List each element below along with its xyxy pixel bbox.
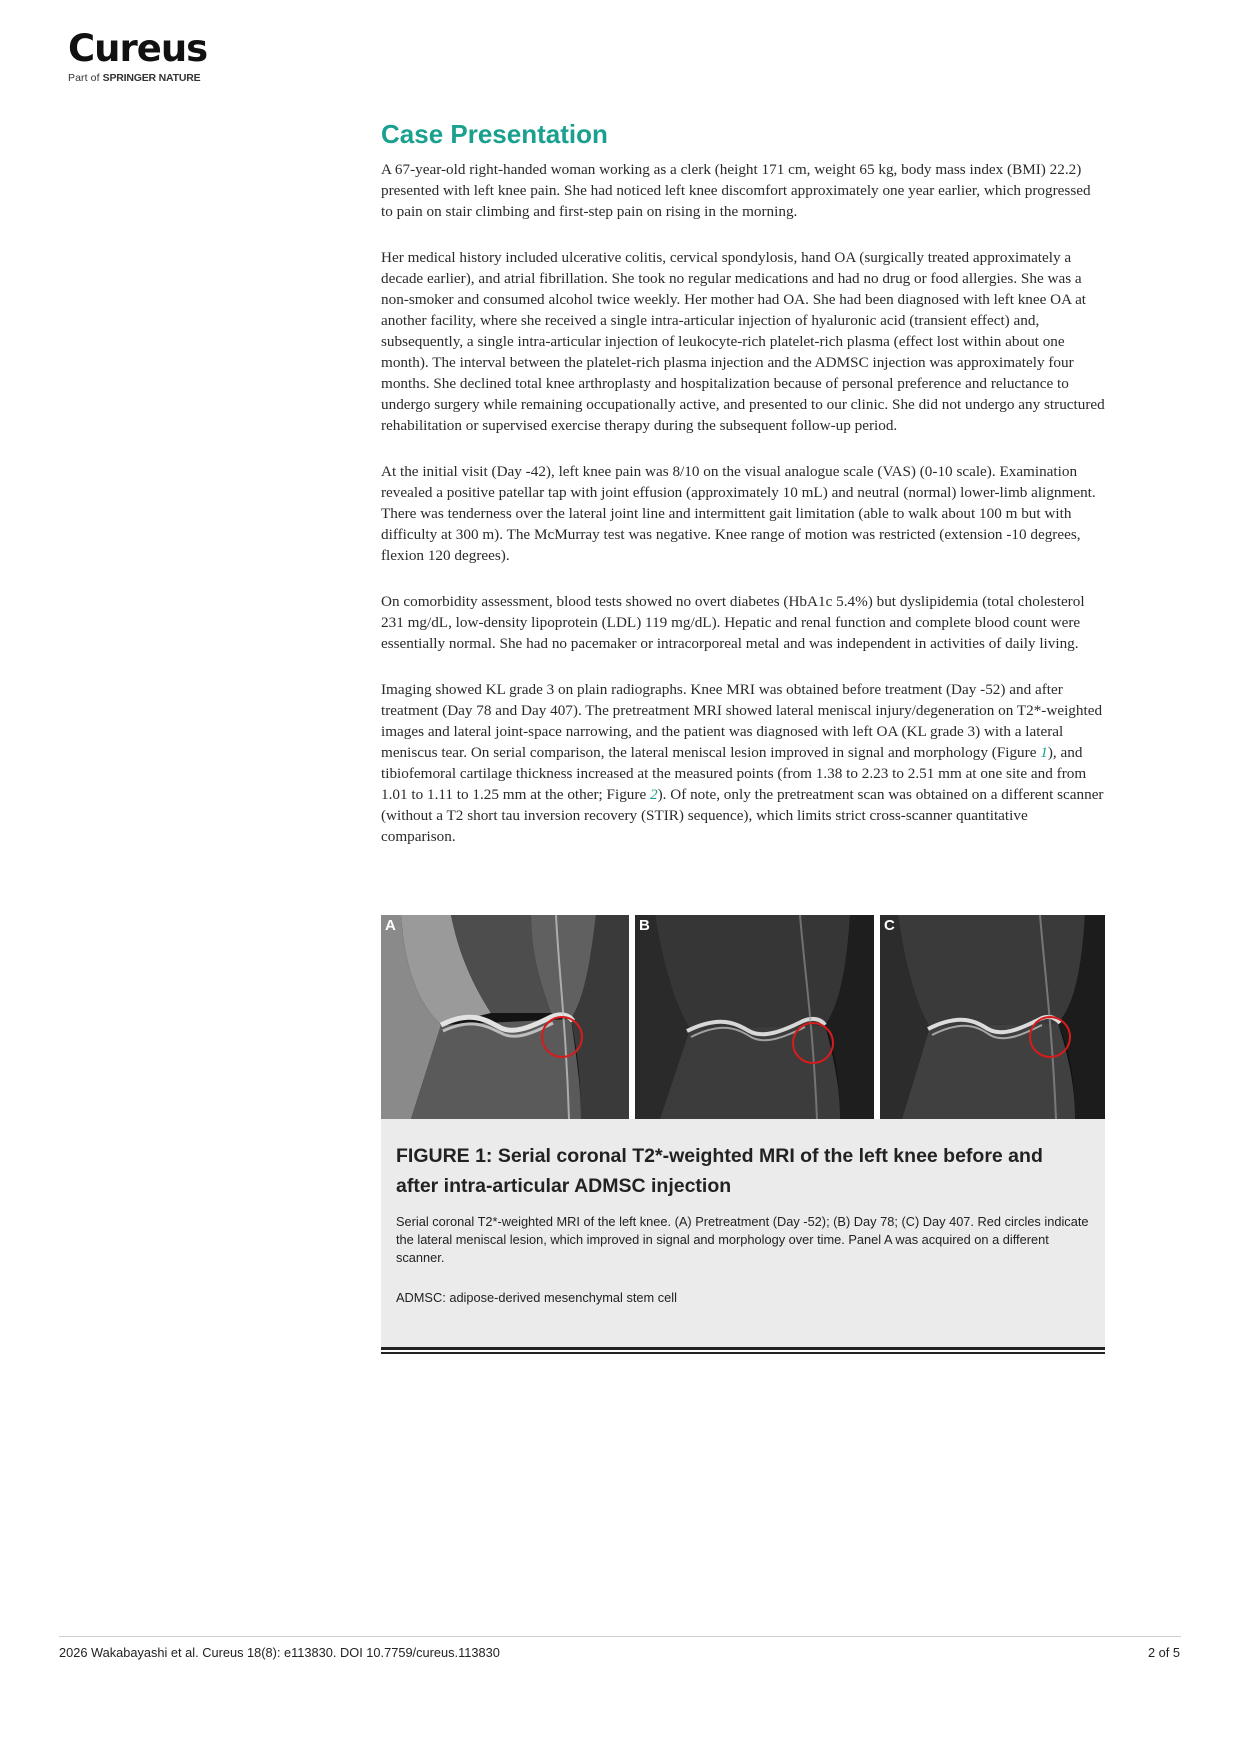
- article-body: [381, 118, 1105, 872]
- figure-abbreviation: ADMSC: adipose-derived mesenchymal stem cell: [396, 1290, 677, 1305]
- page-number: 2 of 5: [1147, 1645, 1180, 1660]
- footer-citation: 2026 Wakabayashi et al. Cureus 18(8): e113830. DOI 10.7759/cureus.113830: [59, 1645, 500, 1660]
- paragraph-2: Her medical history included ulcerative colitis, cervical spondylosis, hand OA (surgically treated approximately a decade earlier), and atrial fibrillation. She took no regular medications and had no drug or food allergies. She was a non-smoker and consumed alcohol twice weekly. Her mother had OA. She had been diagnosed with left knee OA at another facility, where she received a single intra-articular injection of hyaluronic acid (transient effect) and, subsequently, a single intra-articular injection of leukocyte-rich platelet-rich plasma (effect lost within about one month). The interval between the platelet-rich plasma injection and the ADMSC injection was approximately four months. She declined total knee arthroplasty and hospitalization because of personal preference and reluctance to undergo surgery while remaining occupationally active, and presented to our clinic. She did not undergo any structured rehabilitation or supervised exercise therapy during the subsequent follow-up period.: [381, 249, 1105, 434]
- mri-panel-c: [880, 915, 1105, 1119]
- figure-title: FIGURE 1: Serial coronal T2*-weighted MRI of the left knee before and after intra-articular ADMSC injection: [396, 1145, 1043, 1197]
- figure-panels: [381, 915, 1105, 1119]
- mri-image-a: [381, 915, 629, 1119]
- figure-2-link[interactable]: 2: [650, 786, 658, 803]
- panel-label-b: B: [639, 917, 650, 934]
- section-title: Case Presentation: [381, 119, 608, 149]
- logo-sub-brand: SPRINGER NATURE: [102, 72, 201, 84]
- paragraph-1: A 67-year-old right-handed woman working as a clerk (height 171 cm, weight 65 kg, body mass index (BMI) 22.2) presented with left knee pain. She had noticed left knee discomfort approximately one year earlier, which progressed to pain on stair climbing and first-step pain on rising in the morning.: [381, 161, 1091, 220]
- panel-label-a: A: [385, 917, 396, 934]
- mri-image-b: [635, 915, 874, 1119]
- figure-1-link[interactable]: 1: [1040, 744, 1048, 761]
- figure-1: [381, 915, 1105, 1354]
- logo-sub-prefix: Part of: [68, 72, 100, 84]
- paragraph-5: [381, 679, 1105, 847]
- figure-bottom-rule-2: [381, 1352, 1105, 1354]
- paragraph-4: On comorbidity assessment, blood tests showed no overt diabetes (HbA1c 5.4%) but dyslipidemia (total cholesterol 231 mg/dL, low-density lipoprotein (LDL) 119 mg/dL). Hepatic and renal function and complete blood count were essentially normal. She had no pacemaker or intracorporeal metal and was independent in activities of daily living.: [381, 593, 1085, 652]
- logo-wordmark: Cureus: [68, 27, 208, 70]
- paragraph-3: At the initial visit (Day -42), left knee pain was 8/10 on the visual analogue scale (VAS) (0-10 scale). Examination revealed a positive patellar tap with joint effusion (approximately 10 mL) and neutral (normal) lower-limb alignment. There was tenderness over the lateral joint line and intermittent gait limitation (able to walk about 100 m but with difficulty at 300 m). The McMurray test was negative. Knee range of motion was restricted (extension -10 degrees, flexion 120 degrees).: [381, 463, 1096, 564]
- paragraph-5-part-2: ), and tibiofemoral cartilage thickness increased at the measured points (from 1.38 to 2.23 to 2.51 mm at one site and from 1.01 to 1.11 to 1.25 mm at the other; Figure: [381, 744, 1087, 803]
- logo-subtitle: [68, 72, 207, 84]
- mri-image-c: [880, 915, 1105, 1119]
- figure-caption: [381, 1119, 1105, 1347]
- cureus-logo: [68, 28, 207, 84]
- paragraph-5-part-3: ). Of note, only the pretreatment scan was obtained on a different scanner (without a T2 short tau inversion recovery (STIR) sequence), which limits strict cross-scanner quantitative comparison.: [381, 786, 1104, 845]
- panel-label-c: C: [884, 917, 895, 934]
- mri-panel-a: [381, 915, 629, 1119]
- paragraph-5-part-1: Imaging showed KL grade 3 on plain radiographs. Knee MRI was obtained before treatment (Day -52) and after treatment (Day 78 and Day 407). The pretreatment MRI showed lateral meniscal injury/degeneration on T2*-weighted images and lateral joint-space narrowing, and the patient was diagnosed with left OA (KL grade 3) with a lateral meniscus tear. On serial comparison, the lateral meniscal lesion improved in signal and morphology (Figure: [381, 681, 1103, 761]
- footer-divider: [59, 1636, 1181, 1637]
- figure-caption-text: Serial coronal T2*-weighted MRI of the left knee. (A) Pretreatment (Day -52); (B) Day 78; (C) Day 407. Red circles indicate the lateral meniscal lesion, which improved in signal and morphology over time. Panel A was acquired on a different scanner.: [396, 1214, 1089, 1265]
- mri-panel-b: [635, 915, 874, 1119]
